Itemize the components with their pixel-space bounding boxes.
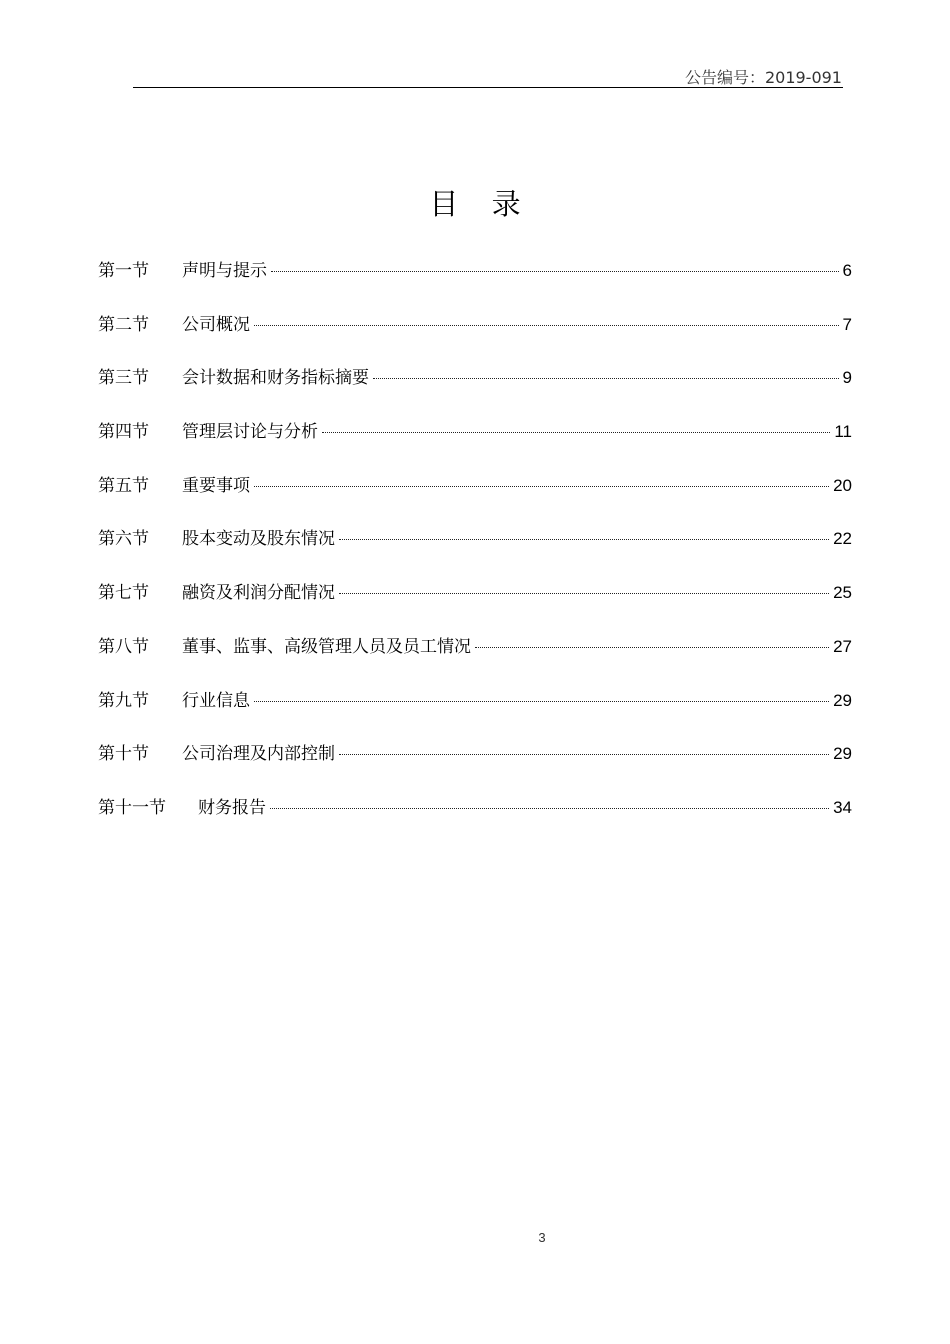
toc-dot-leader: [373, 378, 839, 379]
toc-section-label: 第一节: [98, 261, 149, 281]
toc-page-number: 20: [833, 475, 852, 495]
toc-dot-leader: [339, 593, 829, 594]
toc-page-number: 22: [833, 529, 852, 549]
toc-entry-7[interactable]: [98, 580, 852, 634]
toc-entry-10[interactable]: [98, 741, 852, 795]
toc-section-label: 第九节: [98, 690, 149, 711]
toc-section-label: 第五节: [98, 475, 149, 496]
toc-entry-9[interactable]: [98, 688, 852, 742]
toc-entry-3[interactable]: [98, 365, 852, 419]
toc-section-label: 第十节: [98, 744, 149, 765]
toc-title: 公司概况: [182, 314, 250, 335]
toc-title: 融资及利润分配情况: [182, 583, 335, 604]
toc-entry-8[interactable]: [98, 634, 852, 688]
toc-page-number: 29: [833, 690, 852, 710]
toc-entry-5[interactable]: [98, 473, 852, 527]
toc-dot-leader: [270, 808, 829, 809]
toc-title: 财务报告: [198, 797, 266, 818]
toc-page-number: 6: [842, 261, 852, 280]
toc-entry-6[interactable]: [98, 526, 852, 580]
toc-dot-leader: [475, 647, 829, 648]
toc-page-number: 25: [833, 583, 852, 603]
toc-title: 行业信息: [182, 690, 250, 711]
toc-page-number: 7: [842, 314, 852, 334]
toc-title: 声明与提示: [182, 261, 267, 281]
toc-title: 董事、监事、高级管理人员及员工情况: [182, 636, 471, 657]
toc-dot-leader: [271, 271, 839, 272]
toc-page-number: 29: [833, 744, 852, 764]
toc-section-label: 第八节: [98, 636, 149, 657]
announcement-number: 公告编号：2019-091: [684, 68, 842, 87]
toc-page-number: 9: [842, 368, 852, 388]
page-number: 3: [538, 1230, 546, 1245]
toc-section-label: 第十一节: [98, 797, 166, 818]
toc-dot-leader: [254, 325, 839, 326]
toc-page-number: 27: [833, 636, 852, 656]
toc-section-label: 第四节: [98, 422, 149, 443]
toc-section-label: 第二节: [98, 314, 149, 335]
toc-dot-leader: [339, 754, 829, 755]
toc-entry-1[interactable]: [98, 258, 852, 312]
toc-page-number: 34: [833, 797, 852, 817]
toc-dot-leader: [322, 432, 830, 433]
toc-entry-4[interactable]: [98, 419, 852, 473]
toc-entry-2[interactable]: [98, 312, 852, 366]
toc-section-label: 第七节: [98, 583, 149, 604]
toc-title: 会计数据和财务指标摘要: [182, 368, 369, 389]
toc-title: 公司治理及内部控制: [182, 744, 335, 765]
toc-section-label: 第六节: [98, 529, 149, 550]
toc-dot-leader: [254, 701, 829, 702]
header-divider: [133, 87, 843, 88]
toc-page-number: 11: [834, 422, 852, 442]
toc-title: 重要事项: [182, 475, 250, 496]
toc-title: 股本变动及股东情况: [182, 529, 335, 550]
page-title: 目 录: [429, 187, 533, 221]
toc-dot-leader: [339, 539, 829, 540]
toc-title: 管理层讨论与分析: [182, 422, 318, 443]
toc-entry-11[interactable]: [98, 795, 852, 849]
toc-dot-leader: [254, 486, 829, 487]
toc-section-label: 第三节: [98, 368, 149, 389]
table-of-contents: [98, 258, 852, 849]
